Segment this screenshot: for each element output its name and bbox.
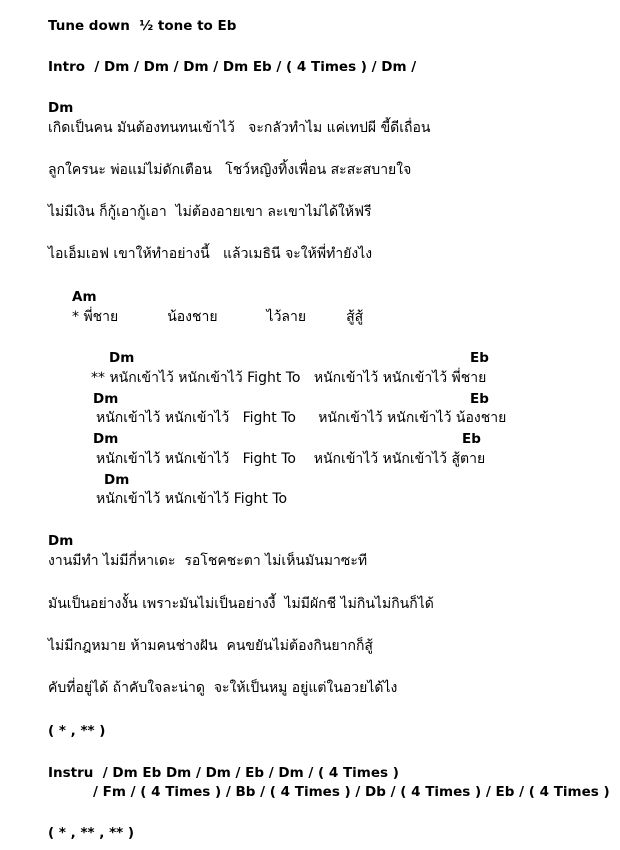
chorus-lyric-line: หนักเข้าไว้ หนักเข้าไว้ Fight To หนักเข้าไว้ หนักเข้าไว้ น้องชาย bbox=[96, 410, 507, 426]
chorus-chord: Eb bbox=[462, 431, 481, 447]
prechorus-lyric-line: * พี่ชาย น้องชาย ไว้ลาย สู้สู้ bbox=[72, 309, 364, 325]
verse2-lyric-line: มันเป็นอย่างงั้น เพราะมันไม่เป็นอย่างงี้ ไม่มีผักชี ไม่กินไม่กินก็ได้ bbox=[48, 596, 434, 612]
repeat-marker: ( * , ** , ** ) bbox=[48, 825, 135, 841]
verse2-lyric-line: ไม่มีกฎหมาย ห้ามคนช่างฝัน คนขยันไม่ต้องกินยากก็สู้ bbox=[48, 638, 373, 654]
instru-line-continued: / Fm / ( 4 Times ) / Bb / ( 4 Times ) / Db / ( 4 Times ) / Eb / ( 4 Times ) bbox=[93, 784, 610, 800]
chorus-chord: Eb bbox=[470, 350, 489, 366]
verse2-chord: Dm bbox=[48, 533, 74, 549]
chorus-lyric-line: หนักเข้าไว้ หนักเข้าไว้ Fight To bbox=[96, 491, 288, 507]
tuning-note: Tune down ½ tone to Eb bbox=[48, 18, 237, 34]
verse1-lyric-line: เกิดเป็นคน มันต้องทนทนเข้าไว้ จะกลัวทำไม แค่เทปผี ขี้ดีเถื่อน bbox=[48, 120, 431, 136]
chorus-chord: Dm bbox=[93, 431, 119, 447]
chorus-chord: Eb bbox=[470, 391, 489, 407]
intro-line: Intro / Dm / Dm / Dm / Dm Eb / ( 4 Times ) / Dm / bbox=[48, 59, 417, 75]
chorus-lyric-line: ** หนักเข้าไว้ หนักเข้าไว้ Fight To หนักเข้าไว้ หนักเข้าไว้ พี่ชาย bbox=[91, 370, 487, 386]
chorus-chord: Dm bbox=[104, 472, 130, 488]
chorus-chord: Dm bbox=[109, 350, 135, 366]
repeat-marker: ( * , ** ) bbox=[48, 723, 106, 739]
verse1-lyric-line: ไอเอ็มเอฟ เขาให้ทำอย่างนี้ แล้วเมธินี จะให้พี่ทำยังไง bbox=[48, 246, 373, 262]
verse1-chord: Dm bbox=[48, 100, 74, 116]
verse1-lyric-line: ไม่มีเงิน ก็กู้เอากู้เอา ไม่ต้องอายเขา ละเขาไม่ได้ให้ฟรี bbox=[48, 204, 372, 220]
chorus-lyric-line: หนักเข้าไว้ หนักเข้าไว้ Fight To หนักเข้าไว้ หนักเข้าไว้ สู้ตาย bbox=[96, 451, 486, 467]
verse1-lyric-line: ลูกใครนะ พ่อแม่ไม่ดักเตือน โชว์หญิงทิ้งเพื่อน สะสะสบายใจ bbox=[48, 162, 412, 178]
prechorus-chord: Am bbox=[72, 289, 97, 305]
chorus-chord: Dm bbox=[93, 391, 119, 407]
verse2-lyric-line: คับที่อยู่ได้ ถ้าคับใจละน่าดู จะให้เป็นหมู อยู่แต่ในอวยได้ไง bbox=[48, 680, 398, 696]
verse2-lyric-line: งานมีทำ ไม่มีกี่หาเดะ รอโชคชะตา ไม่เห็นมันมาซะที bbox=[48, 553, 368, 569]
instru-line: Instru / Dm Eb Dm / Dm / Eb / Dm / ( 4 Times ) bbox=[48, 765, 399, 781]
